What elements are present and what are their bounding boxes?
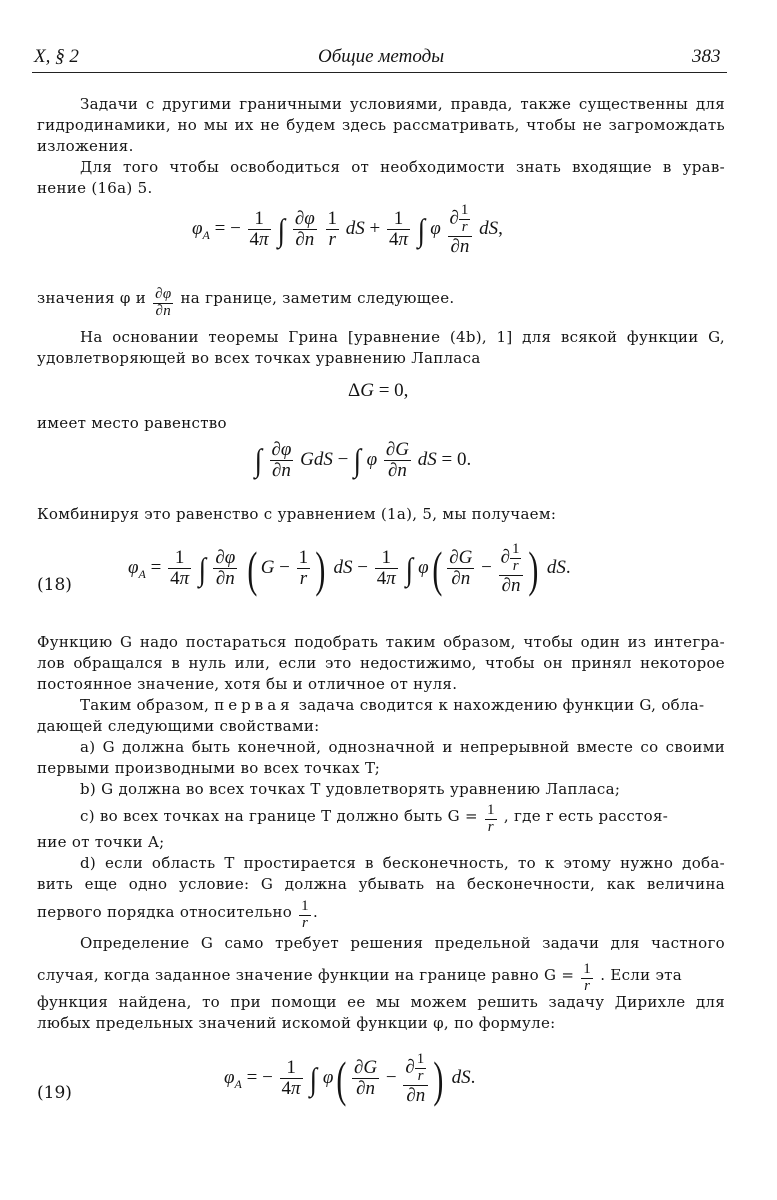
text-line: Комбинируя это равенство с уравнением (1а), 5, мы получаем: — [37, 505, 557, 523]
text-line: первыми производными во всех точках T; — [37, 759, 381, 777]
text-line: имеет место равенство — [37, 414, 227, 432]
equation-18: $\varphi_A$ = $\frac{1}{4\pi}$ ∫ $\frac{\partial\varphi}{\partial n}$ ( G − $\frac{1}{r}$ ) dS − $\frac{1}{4\pi}$ ∫ φ( $\frac{\partial G}{\partial n}$ − ∂ $\frac{1}{r}$ ∂n ) dS. — [128, 540, 571, 597]
equation-number: (18) — [37, 575, 72, 595]
section-label: X, § 2 — [34, 46, 79, 67]
text-line: Определение G само требует решения предельной задачи для частного — [80, 934, 725, 952]
text-line: любых предельных значений искомой функции φ, по формуле: — [37, 1014, 556, 1032]
text-line: постоянное значение, хотя бы и отличное от нуля. — [37, 675, 458, 693]
text-line: значения φ и $\frac{\partial\varphi}{\partial n}$ на границе, заметим следующее. — [37, 286, 455, 319]
text-line: удовлетворяющей во всех точках уравнению Лапласа — [37, 349, 481, 367]
header-rule — [32, 72, 727, 73]
list-item-d: d) если область T простирается в бесконечность, то к этому нужно доба- — [80, 854, 725, 872]
text-line: вить еще одно условие: G должна убывать на бесконечности, как величина — [37, 875, 725, 893]
text-line: дающей следующими свойствами: — [37, 717, 320, 735]
text-line: гидродинамики, но мы их не будем здесь рассматривать, чтобы не загромождать — [37, 116, 725, 134]
equation-laplace: ΔG = 0, — [348, 380, 409, 401]
equation-green-identity: ∫ $\frac{\partial\varphi}{\partial n}$ GdS − ∫ φ $\frac{\partial G}{\partial n}$ dS = 0. — [254, 439, 472, 481]
text-line: Таким образом, первая задача сводится к нахождению функции G, обла- — [80, 696, 705, 714]
text-line: изложения. — [37, 137, 134, 155]
text-line: ние от точки A; — [37, 833, 165, 851]
text-line: Функцию G надо постараться подобрать таким образом, чтобы один из интегра- — [37, 633, 725, 651]
page-number: 383 — [692, 46, 721, 67]
running-title: Общие методы — [318, 46, 445, 67]
text-line: Задачи с другими граничными условиями, правда, также существенны для — [80, 95, 725, 113]
text-line: На основании теоремы Грина [уравнение (4b), 1] для всякой функции G, — [80, 328, 725, 346]
text-line: случая, когда заданное значение функции на границе равно G = $\frac{1}{r}$ . Если эта — [37, 961, 683, 994]
list-item-c: с) во всех точках на границе T должно быть G = $\frac{1}{r}$ , где r есть расстоя- — [80, 802, 669, 835]
equation-number: (19) — [37, 1083, 72, 1103]
text-line: первого порядка относительно $\frac{1}{r}$ . — [37, 898, 319, 931]
equation-19: $\varphi_A$ = − $\frac{1}{4\pi}$ ∫ φ( $\frac{\partial G}{\partial n}$ − ∂ $\frac{1}{r}$ ∂n ) dS. — [224, 1050, 476, 1107]
list-item-b: b) G должна во всех точках T удовлетворять уравнению Лапласа; — [80, 780, 621, 798]
text-line: нение (16а) 5. — [37, 179, 153, 197]
text-line: функция найдена, то при помощи ее мы можем решить задачу Дирихле для — [37, 993, 725, 1011]
list-item-a: а) G должна быть конечной, однозначной и непрерывной вместе со своими — [80, 738, 725, 756]
text-line: Для того чтобы освободиться от необходимости знать входящие в урав- — [80, 158, 725, 176]
equation-phi-a: $\varphi_A$ = − $\frac{1}{4\pi}$ ∫ $\frac{\partial\varphi}{\partial n}$ $\frac{1}{r}$ dS + $\frac{1}{4\pi}$ ∫ φ ∂ $\frac{1}{r}$ ∂n dS, — [192, 202, 503, 257]
text-line: лов обращался в нуль или, если это недостижимо, чтобы он принял некоторое — [37, 654, 725, 672]
